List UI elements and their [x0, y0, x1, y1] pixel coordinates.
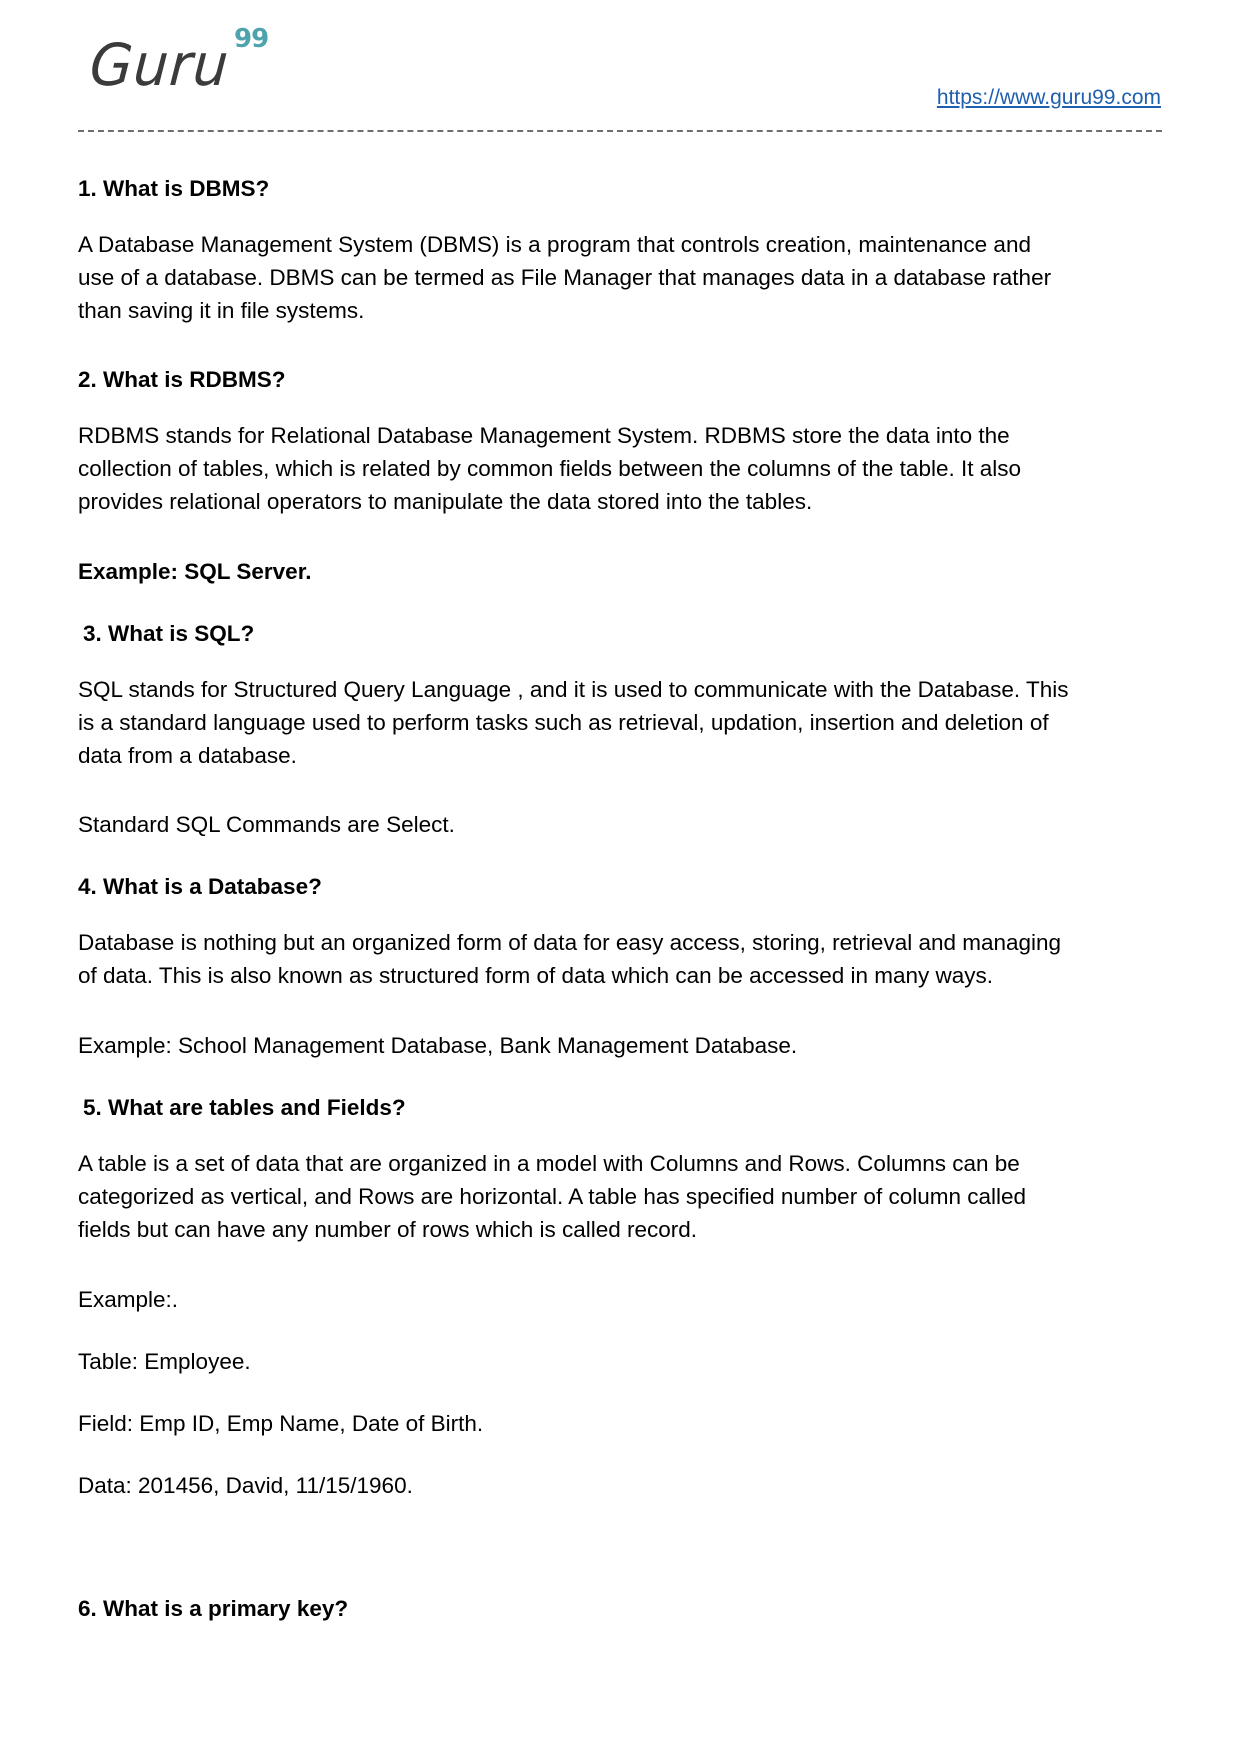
question-heading-2: 2. What is RDBMS?	[78, 367, 286, 392]
example-label-5: Example:.	[78, 1287, 179, 1312]
answer-line: is a standard language used to perform tasks such as retrieval, updation, insertion and deletion of	[78, 710, 1049, 735]
answer-line: A Database Management System (DBMS) is a program that controls creation, maintenance and	[78, 232, 1031, 257]
answer-line: data from a database.	[78, 743, 297, 768]
answer-line: than saving it in file systems.	[78, 298, 365, 323]
answer-paragraph-2	[78, 419, 1021, 518]
question-heading-4: 4. What is a Database?	[78, 874, 322, 899]
answer-paragraph-1	[78, 228, 1051, 327]
answer-paragraph-4	[78, 926, 1061, 992]
example-table-5: Table: Employee.	[78, 1349, 251, 1374]
answer-line: SQL stands for Structured Query Language , and it is used to communicate with the Database. This	[78, 677, 1069, 702]
answer-line: provides relational operators to manipulate the data stored into the tables.	[78, 489, 813, 514]
example-text-4: Example: School Management Database, Bank Management Database.	[78, 1033, 798, 1058]
example-field-5: Field: Emp ID, Emp Name, Date of Birth.	[78, 1411, 484, 1436]
header-divider	[78, 130, 1162, 132]
answer-paragraph-3	[78, 673, 1069, 772]
page-header	[0, 0, 1240, 140]
answer-line: RDBMS stands for Relational Database Management System. RDBMS store the data into the	[78, 423, 1010, 448]
site-link[interactable]: https://www.guru99.com	[936, 86, 1161, 109]
logo-word: Guru	[87, 31, 232, 99]
answer-line: Database is nothing but an organized form of data for easy access, storing, retrieval and managing	[78, 930, 1062, 955]
answer-line: fields but can have any number of rows which is called record.	[78, 1217, 698, 1242]
answer-paragraph-5	[78, 1147, 1026, 1246]
example-text-2: Example: SQL Server.	[78, 559, 312, 584]
answer-line: categorized as vertical, and Rows are horizontal. A table has specified number of column called	[78, 1184, 1027, 1209]
logo-superscript: 99	[234, 24, 269, 54]
question-heading-1: 1. What is DBMS?	[78, 176, 270, 201]
answer-line: collection of tables, which is related by common fields between the columns of the table. It also	[78, 456, 1022, 481]
example-data-5: Data: 201456, David, 11/15/1960.	[78, 1473, 413, 1498]
guru99-logo[interactable]	[87, 24, 282, 106]
answer-line: use of a database. DBMS can be termed as File Manager that manages data in a database rather	[78, 265, 1052, 290]
note-text-3: Standard SQL Commands are Select.	[78, 812, 455, 837]
answer-line: of data. This is also known as structured form of data which can be accessed in many ways.	[78, 963, 994, 988]
answer-line: A table is a set of data that are organized in a model with Columns and Rows. Columns can be	[78, 1151, 1020, 1176]
question-heading-3: 3. What is SQL?	[83, 621, 255, 646]
question-heading-6: 6. What is a primary key?	[78, 1596, 349, 1621]
question-heading-5: 5. What are tables and Fields?	[83, 1095, 406, 1120]
